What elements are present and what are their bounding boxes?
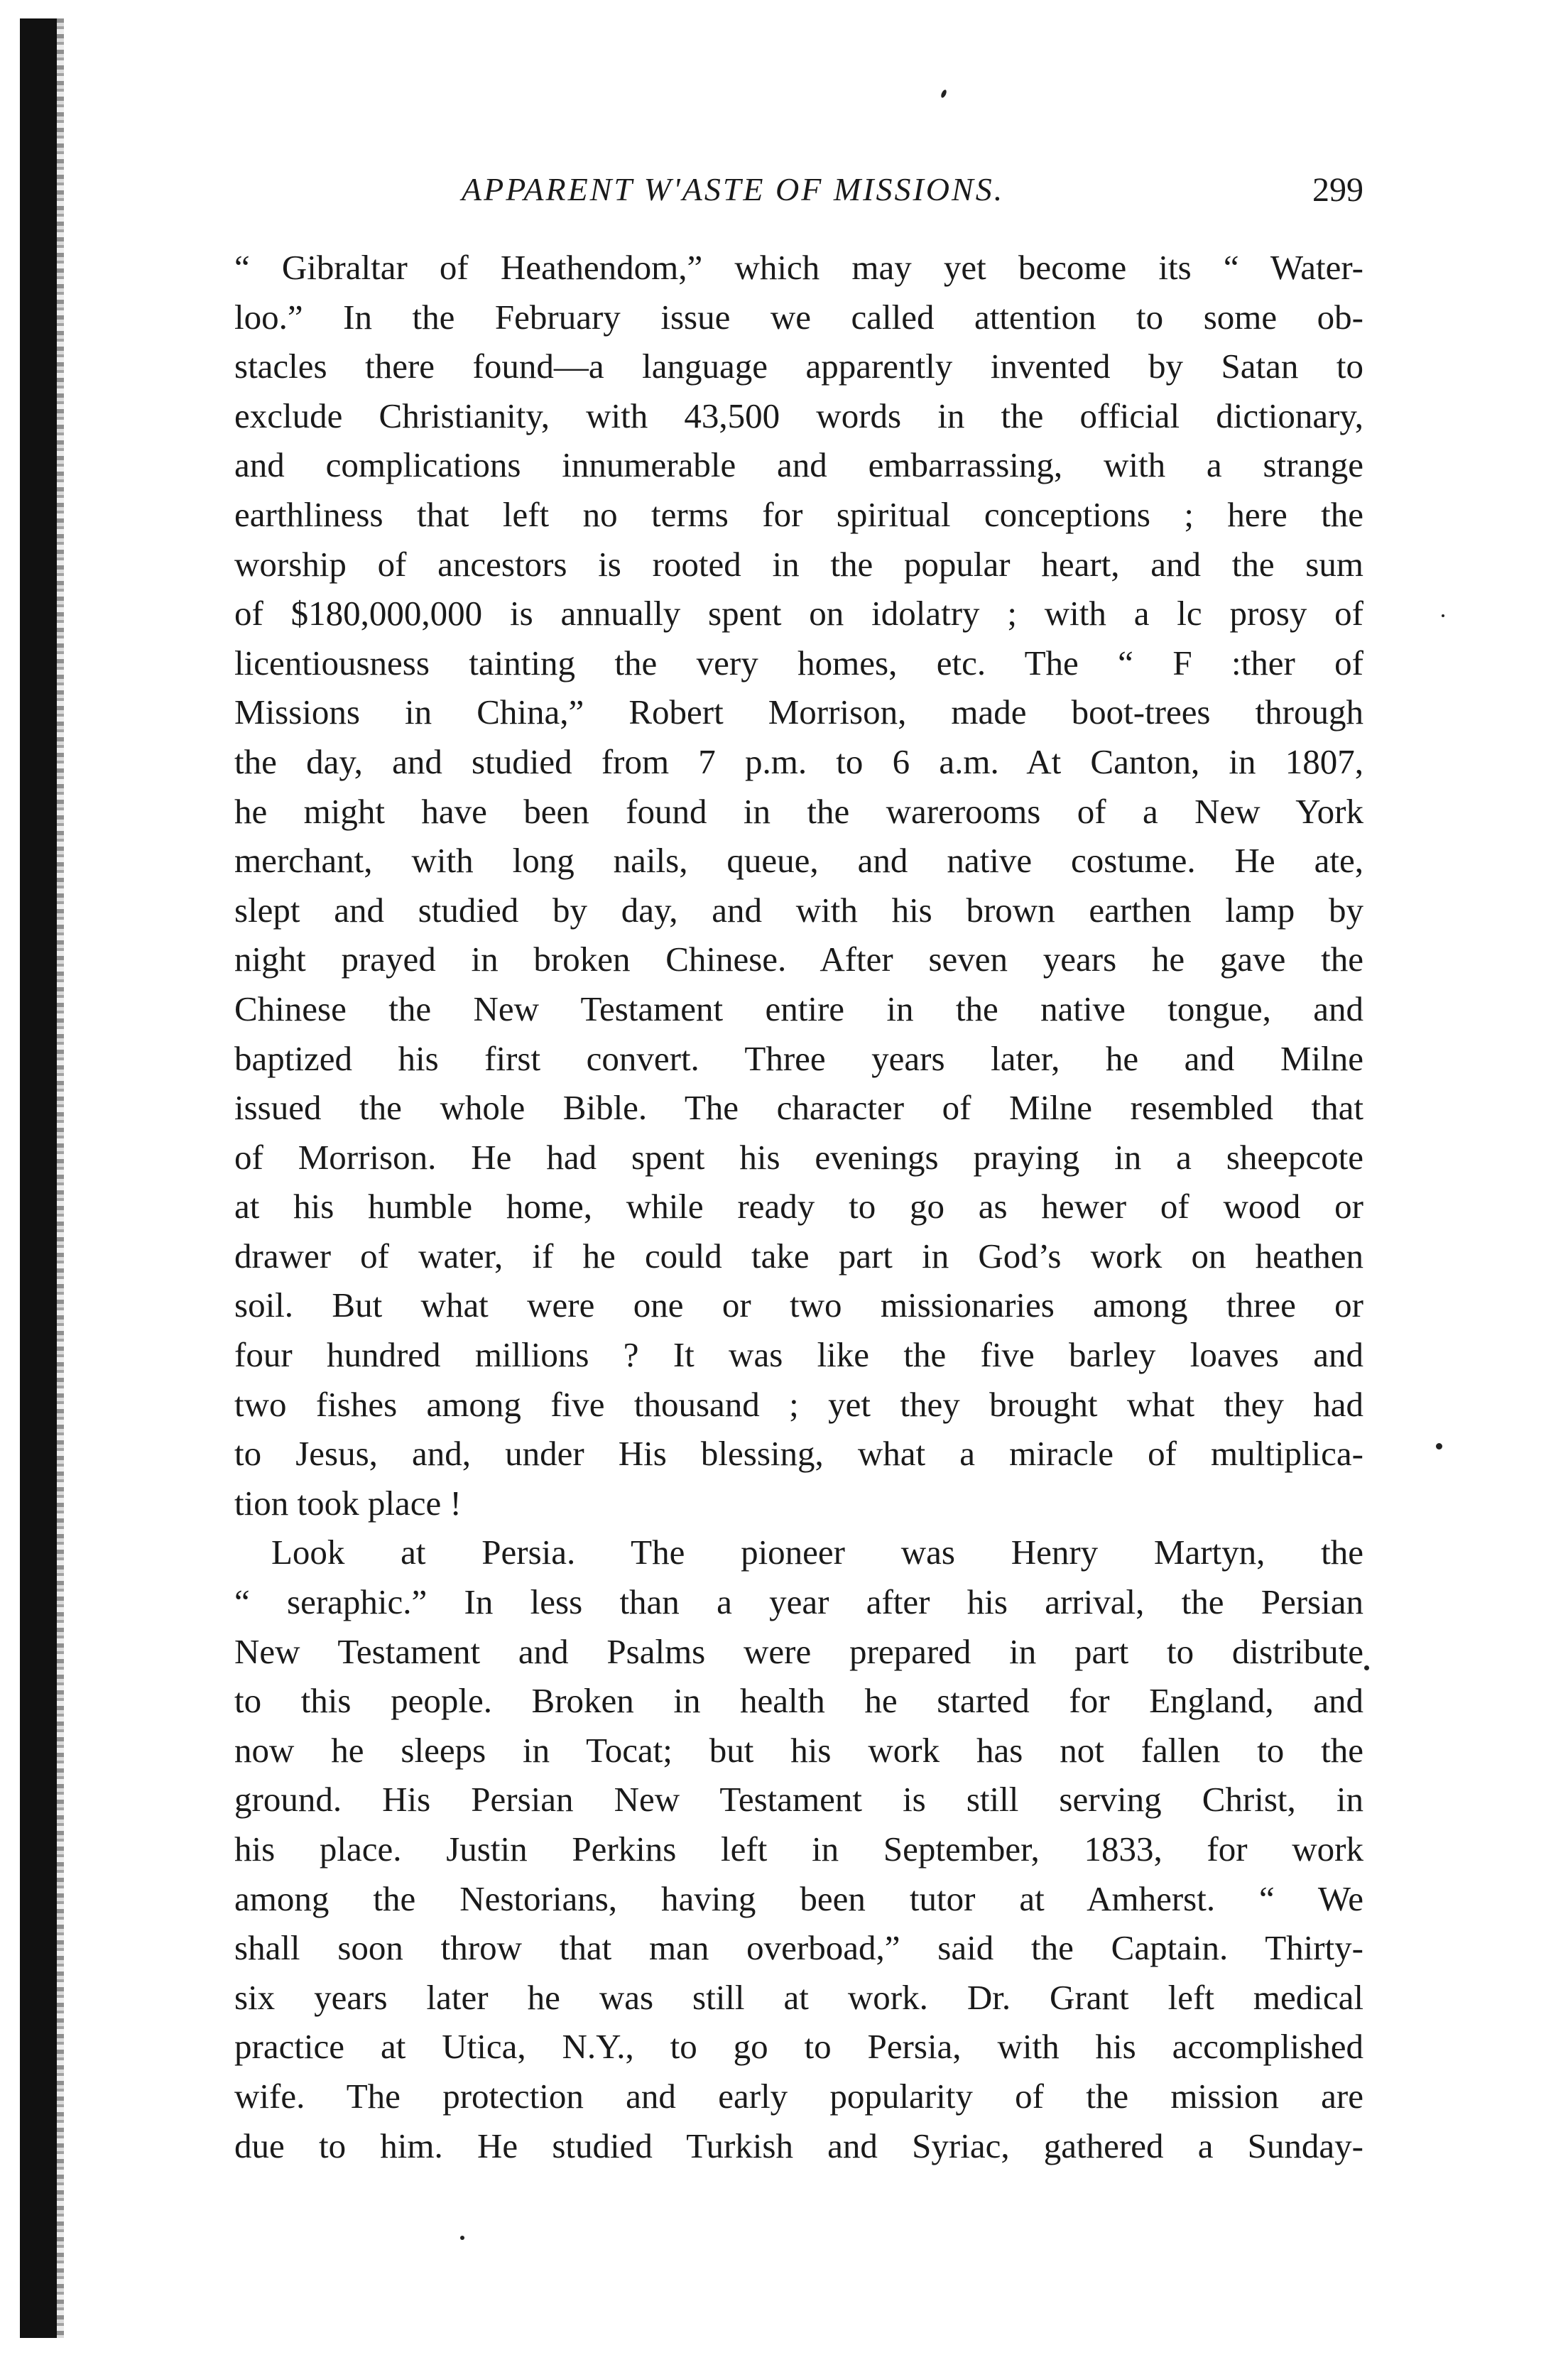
page-header (234, 163, 1363, 227)
text-line: “ seraphic.” In less than a year after his arrival, the Persian (234, 1582, 1363, 1622)
paragraph (234, 1528, 1363, 2170)
print-speck (1442, 614, 1444, 617)
text-line: the day, and studied from 7 p.m. to 6 a.m. At Canton, in 1807, (234, 741, 1363, 781)
text-line: two fishes among five thousand ; yet they brought what they had (234, 1384, 1363, 1424)
text-line: due to him. He studied Turkish and Syriac, gathered a Sunday- (234, 2126, 1363, 2165)
text-line: issued the whole Bible. The character of Milne resembled that (234, 1088, 1363, 1128)
text-line: he might have been found in the warerooms of a New York (234, 791, 1363, 831)
text-line: earthliness that left no terms for spiritual conceptions ; here the (234, 494, 1363, 534)
text-line: and complications innumerable and embarrassing, with a strange (234, 445, 1363, 485)
text-line: tion took place ! (234, 1483, 462, 1523)
text-line: shall soon throw that man overboad,” said the Captain. Thirty- (234, 1928, 1363, 1968)
text-line: slept and studied by day, and with his brown earthen lamp by (234, 890, 1363, 930)
text-line: drawer of water, if he could take part in God’s work on heathen (234, 1236, 1363, 1276)
text-line: loo.” In the February issue we called attention to some ob- (234, 297, 1363, 337)
book-binding-edge (20, 18, 57, 2338)
print-speck (940, 89, 948, 98)
text-line: New Testament and Psalms were prepared in part to distribute (234, 1631, 1363, 1671)
text-line: soil. But what were one or two missionaries among three or (234, 1285, 1363, 1325)
text-line: Chinese the New Testament entire in the native tongue, and (234, 989, 1363, 1028)
paragraph (234, 243, 1363, 1528)
print-speck (1436, 1443, 1442, 1450)
text-line: six years later he was still at work. Dr. Grant left medical (234, 1977, 1363, 2017)
text-line: merchant, with long nails, queue, and native costume. He ate, (234, 841, 1363, 881)
text-line: ground. His Persian New Testament is still serving Christ, in (234, 1780, 1363, 1820)
text-line: among the Nestorians, having been tutor at Amherst. “ We (234, 1878, 1363, 1918)
running-title: APPARENT W'ASTE OF MISSIONS. (462, 171, 1005, 207)
print-speck (1364, 1665, 1369, 1670)
text-line: stacles there found—a language apparently invented by Satan to (234, 347, 1363, 386)
body-text (234, 243, 1363, 2170)
text-line: Missions in China,” Robert Morrison, made boot-trees through (234, 692, 1363, 732)
page-number: 299 (1312, 171, 1363, 209)
text-line: baptized his first convert. Three years later, he and Milne (234, 1038, 1363, 1078)
text-line: four hundred millions ? It was like the five barley loaves and (234, 1335, 1363, 1375)
text-line: his place. Justin Perkins left in September, 1833, for work (234, 1829, 1363, 1869)
text-line: to this people. Broken in health he started for England, and (234, 1681, 1363, 1721)
text-line: worship of ancestors is rooted in the popular heart, and the sum (234, 544, 1363, 584)
text-line: “ Gibraltar of Heathendom,” which may yet become its “ Water- (234, 248, 1363, 287)
text-line: Look at Persia. The pioneer was Henry Martyn, the (271, 1533, 1363, 1572)
text-line: to Jesus, and, under His blessing, what a miracle of multiplica- (234, 1434, 1363, 1474)
text-line: at his humble home, while ready to go as hewer of wood or (234, 1187, 1363, 1227)
text-line: of $180,000,000 is annually spent on idolatry ; with a lc prosy of (234, 594, 1363, 633)
text-line: exclude Christianity, with 43,500 words in the official dictionary, (234, 396, 1363, 435)
text-line: now he sleeps in Tocat; but his work has not fallen to the (234, 1730, 1363, 1770)
print-speck (460, 2236, 464, 2240)
text-line: of Morrison. He had spent his evenings praying in a sheepcote (234, 1137, 1363, 1177)
text-line: wife. The protection and early popularity of the mission are (234, 2076, 1363, 2116)
text-line: night prayed in broken Chinese. After seven years he gave the (234, 940, 1363, 979)
text-line: practice at Utica, N.Y., to go to Persia, with his accomplished (234, 2027, 1363, 2067)
text-line: licentiousness tainting the very homes, etc. The “ F :ther of (234, 643, 1363, 682)
